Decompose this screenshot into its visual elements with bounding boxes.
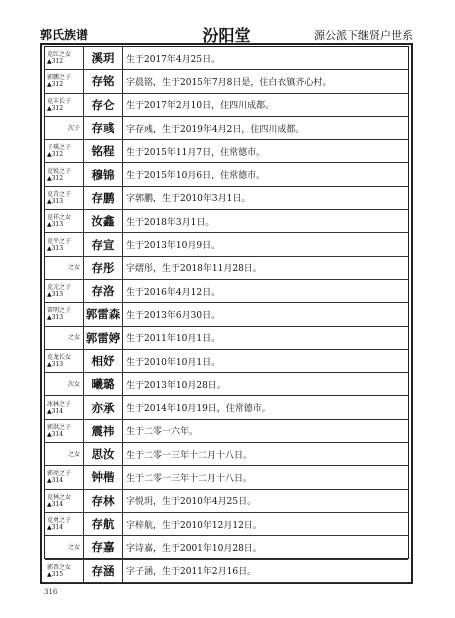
person-info: 字梓航，生于2010年12月12日。 <box>123 512 409 535</box>
person-name: 存彤 <box>84 256 123 279</box>
person-info: 生于2014年10月19日，住常德市。 <box>123 396 409 419</box>
person-info: 字熠彤，生于2018年11月28日。 <box>123 256 409 279</box>
person-info: 生于2015年11月7日，住常德市。 <box>123 140 409 163</box>
person-name: 相妤 <box>84 349 123 372</box>
relation-label: 子琪之子 <box>47 144 72 152</box>
table-row <box>45 186 408 209</box>
relation-cell <box>45 443 84 466</box>
relation-label: 克元之子 <box>47 284 72 292</box>
relation-label: 之女 <box>67 450 80 458</box>
person-name: 曦璐 <box>84 373 123 396</box>
relation-label: 克龙长女 <box>47 354 72 361</box>
relation-label: 郭洪之子 <box>47 423 72 431</box>
relation-cell <box>45 466 84 489</box>
relation-cell <box>45 256 84 279</box>
generation-marker: ▲314 <box>47 524 64 532</box>
table-row <box>45 256 408 279</box>
person-info: 字郭鹏，生于2010年3月1日。 <box>123 186 409 209</box>
person-info: 字悦玥，生于2010年4月25日。 <box>123 489 409 512</box>
person-name: 郭雷森 <box>84 303 123 326</box>
table-row <box>45 210 408 233</box>
table-row <box>45 47 408 70</box>
person-info: 字诗嘉，生于2001年10月28日。 <box>123 536 409 559</box>
generation-marker: ▲313 <box>47 361 64 368</box>
person-info: 生于2018年3月1日。 <box>123 210 409 233</box>
table-row <box>45 396 408 419</box>
person-name: 存嘉 <box>84 536 123 559</box>
relation-label: 之女 <box>67 543 80 551</box>
relation-cell <box>45 93 84 116</box>
table-row <box>45 70 408 93</box>
person-name: 存洛 <box>84 279 123 302</box>
relation-cell <box>45 70 84 93</box>
person-name: 存仑 <box>84 93 123 116</box>
relation-cell <box>45 349 84 372</box>
book-title: 郭氏族谱 <box>40 28 89 42</box>
person-name: 存鹏 <box>84 186 123 209</box>
person-name: 铭程 <box>84 140 123 163</box>
relation-label: 次子 <box>67 124 80 132</box>
genealogy-table-area <box>44 46 409 578</box>
relation-label: 之女 <box>67 264 80 272</box>
relation-cell <box>45 536 84 559</box>
relation-cell <box>45 116 84 139</box>
relation-cell <box>45 279 84 302</box>
table-row <box>45 116 408 139</box>
person-name: 震祎 <box>84 419 123 442</box>
person-info: 字存彧，生于2019年4月2日，住四川成都。 <box>123 116 409 139</box>
relation-cell <box>45 326 84 349</box>
table-row <box>45 326 408 349</box>
relation-label: 克祥之女 <box>47 214 72 222</box>
table-row <box>45 466 408 489</box>
person-info: 生于2017年4月25日。 <box>123 47 409 70</box>
generation-marker: ▲314 <box>47 407 64 415</box>
generation-marker: ▲312 <box>47 151 64 159</box>
generation-marker: ▲312 <box>47 58 64 66</box>
table-row <box>45 443 408 466</box>
person-name: 存林 <box>84 489 123 512</box>
person-info: 生于2011年10月1日。 <box>123 326 409 349</box>
relation-label: 克锐之子 <box>47 167 72 175</box>
relation-label: 克红之女 <box>47 51 72 59</box>
person-info: 生于2016年4月12日。 <box>123 279 409 302</box>
genealogy-frame <box>40 43 413 584</box>
branch-title: 源公派下继贤户世系 <box>314 29 413 42</box>
person-name: 汝鑫 <box>84 210 123 233</box>
table-row <box>45 349 408 372</box>
relation-label: 雷明之子 <box>47 307 72 315</box>
relation-cell <box>45 512 84 535</box>
generation-marker: ▲314 <box>47 477 64 485</box>
relation-cell <box>45 163 84 186</box>
relation-label: 克丰长子 <box>47 97 72 105</box>
relation-cell <box>45 489 84 512</box>
relation-cell <box>45 373 84 396</box>
relation-label: 克林之女 <box>47 493 72 501</box>
generation-marker: ▲313 <box>47 221 64 229</box>
person-info: 生于2013年6月30日。 <box>123 303 409 326</box>
relation-label: 郭亮之子 <box>47 470 72 478</box>
person-info: 生于二零一三年十二月十八日。 <box>123 466 409 489</box>
person-name: 存彧 <box>84 116 123 139</box>
person-info: 生于二零一六年。 <box>123 419 409 442</box>
relation-cell <box>45 559 84 582</box>
relation-label: 克青之子 <box>47 190 72 198</box>
person-info: 生于2013年10月9日。 <box>123 233 409 256</box>
table-row <box>45 303 408 326</box>
table-row <box>45 93 408 116</box>
person-name: 溪玥 <box>84 47 123 70</box>
person-info: 生于二零一三年十二月十八日。 <box>123 443 409 466</box>
generation-marker: ▲313 <box>47 244 64 252</box>
relation-cell <box>45 303 84 326</box>
page-number: 316 <box>44 588 58 596</box>
table-row <box>45 489 408 512</box>
relation-cell <box>45 233 84 256</box>
relation-cell <box>45 419 84 442</box>
relation-label: 冰林之子 <box>47 400 72 408</box>
relation-cell <box>45 186 84 209</box>
person-name: 存涵 <box>84 559 123 582</box>
person-name: 存宣 <box>84 233 123 256</box>
relation-label: 郭鹏之子 <box>47 74 72 82</box>
table-row <box>45 140 408 163</box>
generation-marker: ▲314 <box>47 500 64 508</box>
table-row <box>45 373 408 396</box>
relation-label: 次女 <box>67 380 80 388</box>
person-name: 钟楷 <box>84 466 123 489</box>
person-info: 生于2010年10月1日。 <box>123 349 409 372</box>
relation-cell <box>45 210 84 233</box>
hall-name: 汾阳堂 <box>202 26 251 45</box>
person-info: 字晨铭，生于2015年7月8日是，住白衣镇齐心村。 <box>123 70 409 93</box>
table-row <box>45 419 408 442</box>
page-header <box>40 24 413 45</box>
generation-marker: ▲312 <box>47 81 64 89</box>
table-row <box>45 233 408 256</box>
table-row <box>45 559 408 582</box>
person-name: 郭雷婷 <box>84 326 123 349</box>
relation-label: 克平之子 <box>47 237 72 245</box>
person-name: 思汝 <box>84 443 123 466</box>
relation-cell <box>45 47 84 70</box>
generation-marker: ▲312 <box>47 104 64 112</box>
person-name: 穆锦 <box>84 163 123 186</box>
table-row <box>45 512 408 535</box>
person-info: 生于2013年10月28日。 <box>123 373 409 396</box>
relation-label: 之女 <box>67 334 80 342</box>
relation-label: 郭晋之女 <box>47 563 72 571</box>
generation-marker: ▲313 <box>47 197 64 205</box>
person-name: 亦承 <box>84 396 123 419</box>
table-row <box>45 279 408 302</box>
table-row <box>45 536 408 559</box>
generation-marker: ▲313 <box>47 291 64 299</box>
generation-marker: ▲312 <box>47 174 64 182</box>
generation-marker: ▲313 <box>47 314 64 322</box>
genealogy-table <box>45 47 408 583</box>
person-name: 存航 <box>84 512 123 535</box>
relation-cell <box>45 140 84 163</box>
person-info: 字子涵，生于2011年2月16日。 <box>123 559 409 582</box>
relation-label: 克勇之子 <box>47 517 72 525</box>
generation-marker: ▲315 <box>47 570 64 578</box>
table-row <box>45 163 408 186</box>
person-info: 生于2017年2月10日，住四川成都。 <box>123 93 409 116</box>
relation-cell <box>45 396 84 419</box>
person-info: 生于2015年10月6日，住常德市。 <box>123 163 409 186</box>
generation-marker: ▲314 <box>47 430 64 438</box>
person-name: 存铭 <box>84 70 123 93</box>
